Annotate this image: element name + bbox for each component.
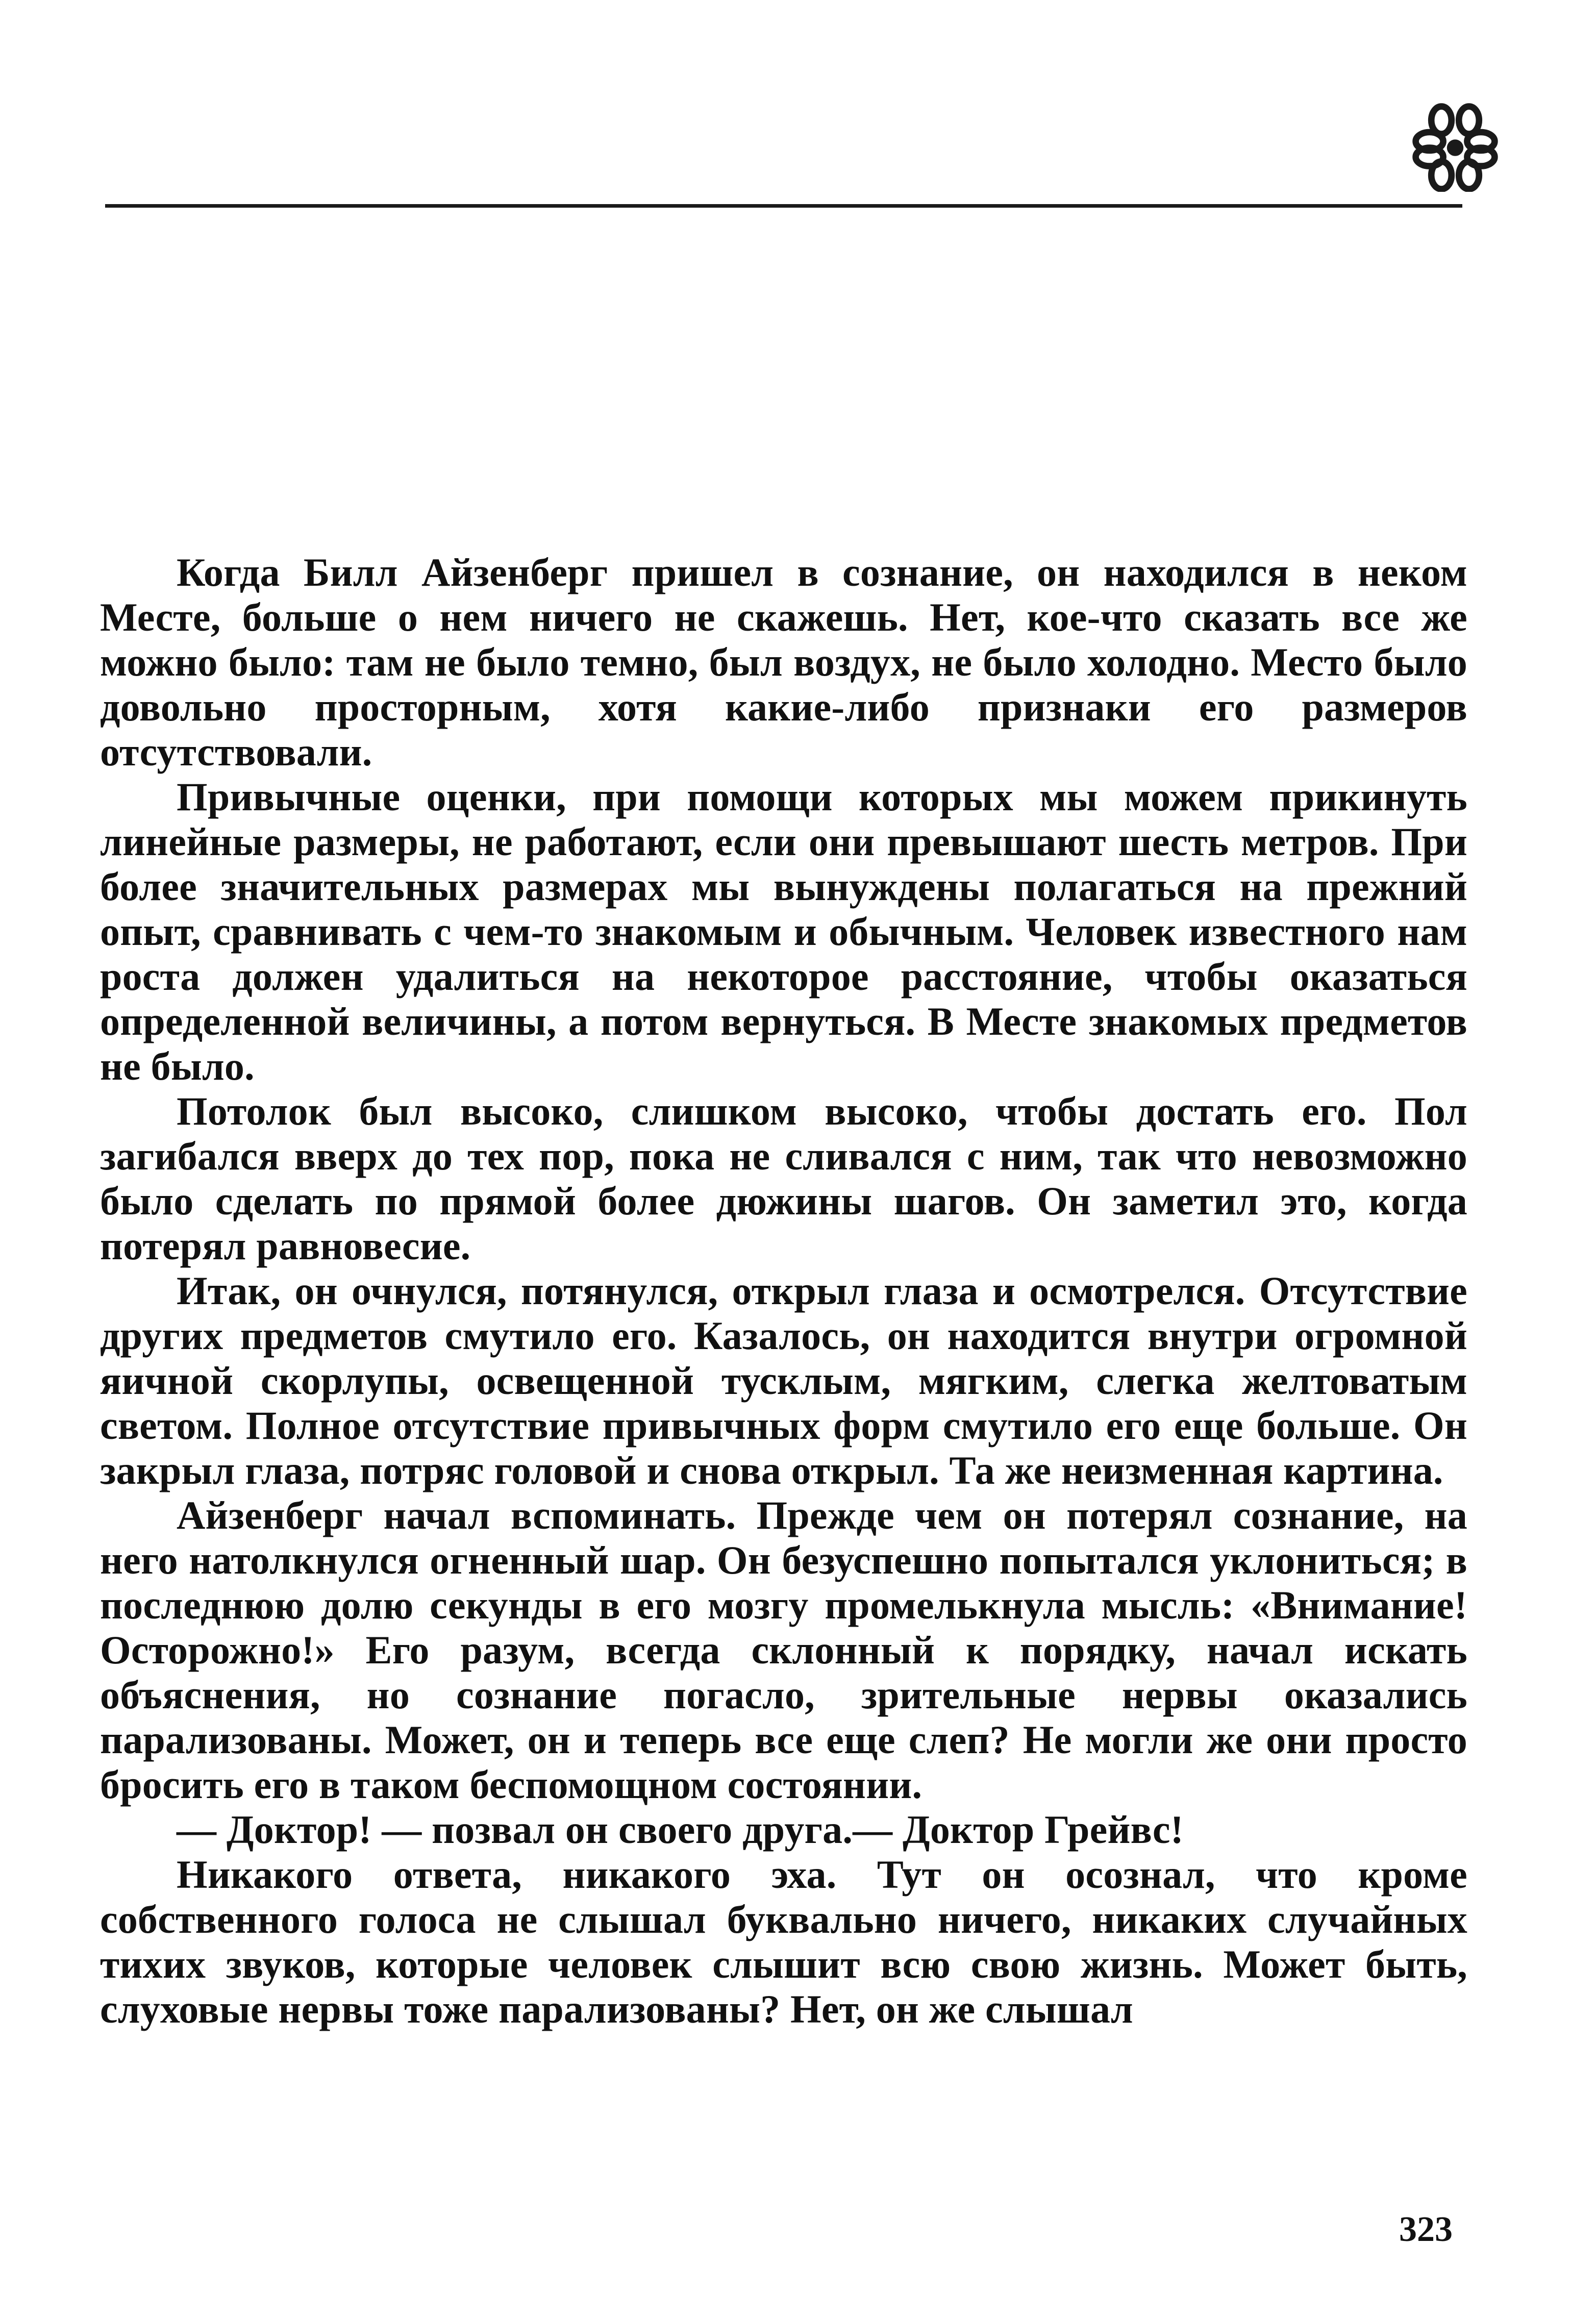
paragraph: Потолок был высоко, слишком высоко, чтобы достать его. Пол загибался вверх до тех пор, пока не сливался с ним, так что невозможно было сделать по прямой более дюжины шагов. Он заметил это, когда потерял равновесие. [100, 1089, 1467, 1268]
paragraph: Привычные оценки, при помощи которых мы можем прикинуть линейные размеры, не работают, если они превышают шесть метров. При более значительных размерах мы вынуждены полагаться на прежний опыт, сравнивать с чем-то знакомым и обычным. Человек известного нам роста должен удалиться на некоторое расстояние, чтобы оказаться определенной величины, а потом вернуться. В Месте знакомых предметов не было. [100, 775, 1467, 1088]
paragraph: Когда Билл Айзенберг пришел в сознание, он находился в неком Месте, больше о нем ничего не скажешь. Нет, кое-что сказать все же можно было: там не было темно, был воздух, не было холодно. Место было довольно просторным, хотя какие-либо признаки его размеров отсутствовали. [100, 550, 1467, 774]
dialogue-line: — Доктор! — позвал он своего друга.— Доктор Грейвс! [177, 1807, 1184, 1852]
body-text [100, 550, 1467, 2032]
header-rule [105, 204, 1462, 208]
page-number: 323 [1399, 2210, 1453, 2249]
paragraph: Итак, он очнулся, потянулся, открыл глаза и осмотрелся. Отсутствие других предметов смутило его. Казалось, он находится внутри огромной яичной скорлупы, освещенной тусклым, мягким, слегка желтоватым светом. Полное отсутствие привычных форм смутило его еще больше. Он закрыл глаза, потряс головой и снова открыл. Та же неизменная картина. [100, 1268, 1467, 1492]
floral-ornament-icon [1409, 100, 1501, 192]
paragraph: Никакого ответа, никакого эха. Тут он осознал, что кроме собственного голоса не слышал буквально ничего, никаких случайных тихих звуков, которые человек слышит всю свою жизнь. Может быть, слуховые нервы тоже парализованы? Нет, он же слышал [100, 1852, 1467, 2031]
paragraph: Айзенберг начал вспоминать. Прежде чем он потерял сознание, на него натолкнулся огненный шар. Он безуспешно попытался уклониться; в последнюю долю секунды в его мозгу промелькнула мысль: «Внимание! Осторожно!» Его разум, всегда склонный к порядку, начал искать объяснения, но сознание погасло, зрительные нервы оказались парализованы. Может, он и теперь все еще слеп? Не могли же они просто бросить его в таком беспомощном состоянии. [100, 1493, 1467, 1807]
